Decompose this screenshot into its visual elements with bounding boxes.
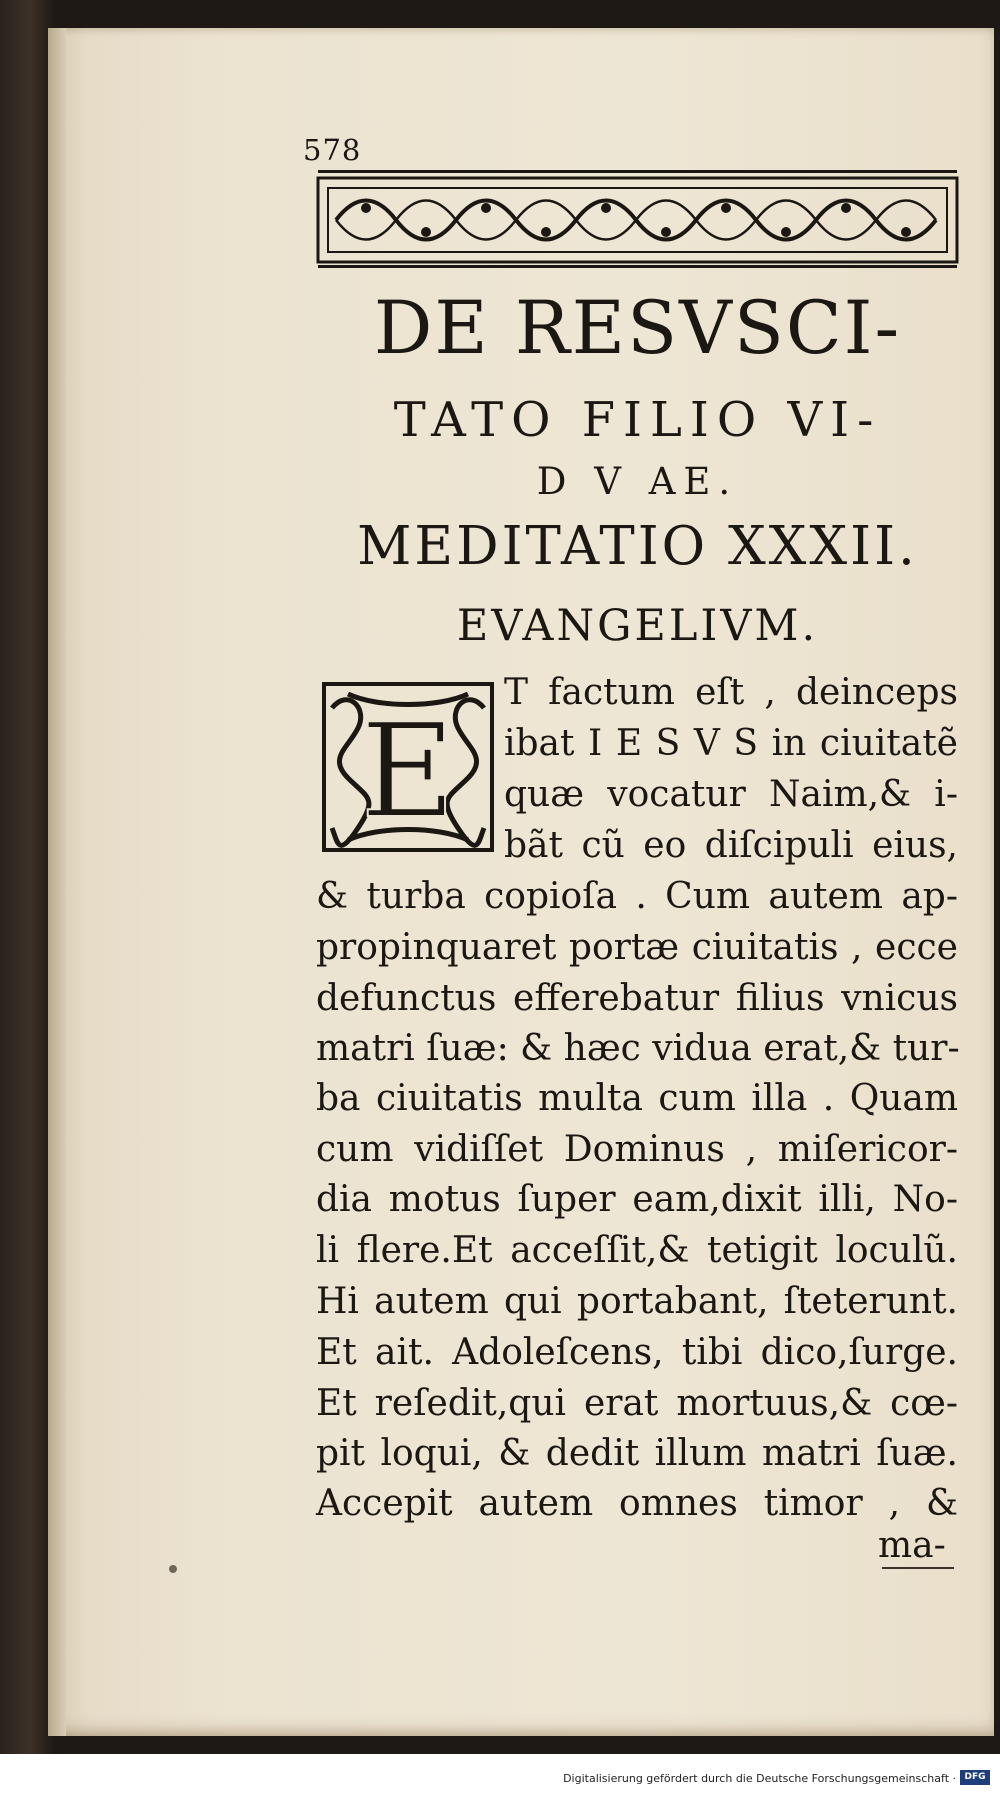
text-line: ibat I E S V S in ciuitatẽ [504, 723, 958, 764]
text-line: Et reſedit,qui erat mortuus,& cœ- [316, 1383, 958, 1424]
ink-speck [169, 1565, 177, 1573]
title-line-2: TATO FILIO VI- [393, 392, 882, 448]
text-line: propinquaret portæ ciuitatis , ecce [316, 927, 958, 968]
text-line: ba ciuitatis multa cum illa . Quam [316, 1078, 958, 1119]
text-line: Hi autem qui portabant, ſteterunt. [316, 1281, 958, 1322]
text-line: dia motus ſuper eam,dixit illi, No- [316, 1179, 958, 1220]
text-line: pit loqui, & dedit illum matri ſuæ. [316, 1433, 958, 1474]
gospel-heading: EVANGELIVM. [456, 601, 819, 651]
text-line: Et ait. Adoleſcens, tibi dico,ſurge. [316, 1332, 958, 1373]
page-edge [48, 28, 66, 1736]
text-line: defunctus efferebatur filius vnicus [316, 978, 958, 1019]
text-line: T factum eſt , deinceps [504, 672, 958, 713]
text-line: Accepit autem omnes timor , & [316, 1483, 958, 1524]
text-line: bãt cũ eo diſcipuli eius, [504, 825, 958, 866]
text-line: cum vidiſſet Dominus , miſericor- [316, 1129, 958, 1170]
decorated-initial [318, 678, 498, 856]
catchword: ma- [878, 1525, 946, 1566]
digitization-credit: Digitalisierung gefördert durch die Deutsche Forschungsgemeinschaft · [563, 1772, 956, 1785]
initial-letter: E [360, 695, 456, 847]
title-line-1: DE RESVSCI- [373, 286, 902, 371]
meditation-heading: MEDITATIO XXXII. [357, 516, 918, 577]
text-line: & turba copioſa . Cum autem ap- [316, 876, 958, 917]
text-line: li flere.Et acceſſit,& tetigit loculũ. [316, 1230, 958, 1271]
page-number: 578 [303, 133, 362, 167]
text-line: quæ vocatur Naim,& i- [504, 774, 958, 815]
dfg-logo: DFG [960, 1770, 990, 1785]
ornament-band [316, 168, 959, 270]
text-line: matri ſuæ: & hæc vidua erat,& tur- [316, 1028, 960, 1069]
catchword-rule [882, 1567, 954, 1569]
title-line-3: D V AE. [536, 460, 739, 503]
